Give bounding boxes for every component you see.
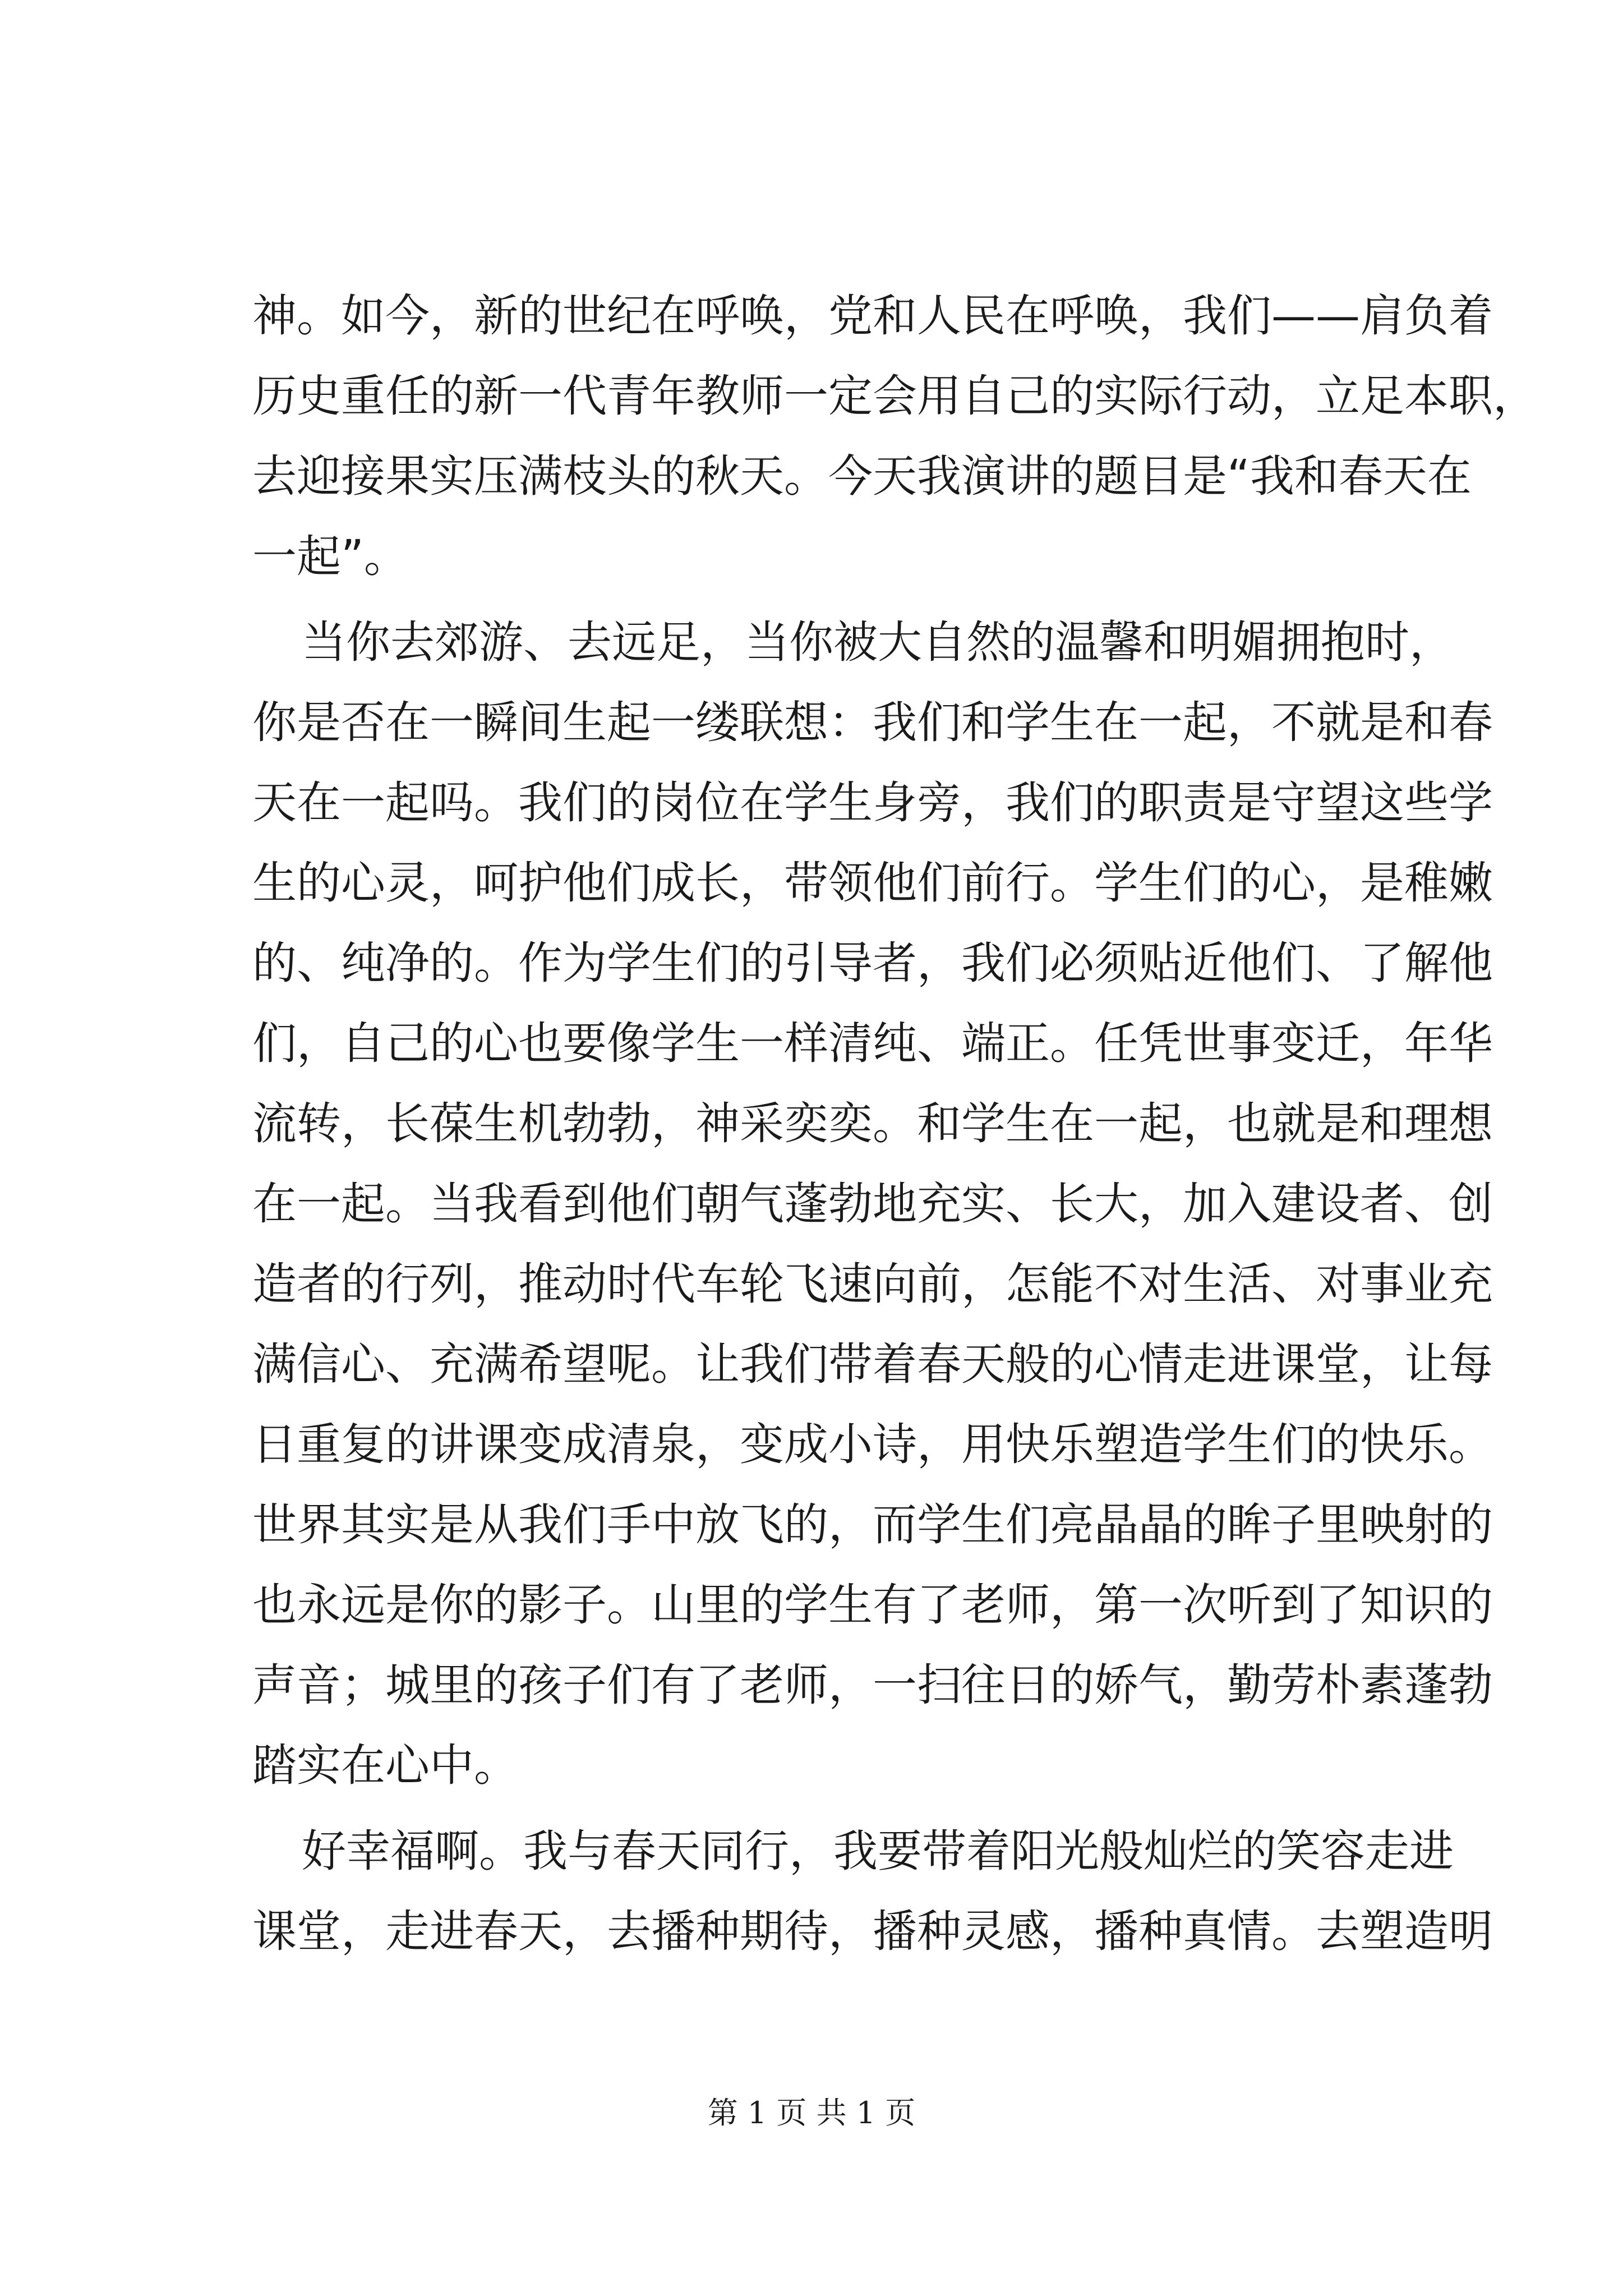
paragraph-start-line: 好幸福啊。我与春天同行，我要带着阳光般灿烂的笑容走进 — [302, 1825, 1454, 1877]
page-number-footer: 第 1 页 共 1 页 — [707, 2095, 916, 2131]
text-line: 在一起。当我看到他们朝气蓬勃地充实、长大，加入建设者、创 — [252, 1178, 1493, 1230]
text-line: 生的心灵，呵护他们成长，带领他们前行。学生们的心，是稚嫩 — [252, 857, 1493, 909]
text-line: 一起”。 — [252, 531, 408, 582]
text-line: 满信心、充满希望呢。让我们带着春天般的心情走进课堂，让每 — [252, 1338, 1493, 1390]
text-line: 历史重任的新一代青年教师一定会用自己的实际行动，立足本职， — [252, 370, 1537, 422]
text-line: 天在一起吗。我们的岗位在学生身旁，我们的职责是守望这些学 — [252, 777, 1493, 829]
text-line: 也永远是你的影子。山里的学生有了老师，第一次听到了知识的 — [252, 1579, 1493, 1631]
text-line: 踏实在心中。 — [252, 1740, 518, 1791]
text-line: 造者的行列，推动时代车轮飞速向前，怎能不对生活、对事业充 — [252, 1258, 1493, 1310]
text-line: 世界其实是从我们手中放飞的，而学生们亮晶晶的眸子里映射的 — [252, 1499, 1493, 1550]
text-line: 流转，长葆生机勃勃，神采奕奕。和学生在一起，也就是和理想 — [252, 1098, 1493, 1149]
text-line: 课堂，走进春天，去播种期待，播种灵感，播种真情。去塑造明 — [252, 1906, 1493, 1957]
text-line: 声音；城里的孩子们有了老师，一扫往日的娇气，勤劳朴素蓬勃 — [252, 1659, 1493, 1711]
paragraph-start-line: 当你去郊游、去远足，当你被大自然的温馨和明媚拥抱时， — [302, 616, 1454, 668]
text-line: 你是否在一瞬间生起一缕联想：我们和学生在一起，不就是和春 — [252, 697, 1493, 748]
text-line: 的、纯净的。作为学生们的引导者，我们必须贴近他们、了解他 — [252, 937, 1493, 989]
text-line: 神。如今，新的世纪在呼唤，党和人民在呼唤，我们——肩负着 — [252, 290, 1493, 342]
text-line: 日重复的讲课变成清泉，变成小诗，用快乐塑造学生们的快乐。 — [252, 1419, 1493, 1470]
text-line: 去迎接果实压满枝头的秋天。今天我演讲的题目是“我和春天在 — [252, 450, 1472, 502]
text-line: 们，自己的心也要像学生一样清纯、端正。任凭世事变迁，年华 — [252, 1018, 1493, 1069]
